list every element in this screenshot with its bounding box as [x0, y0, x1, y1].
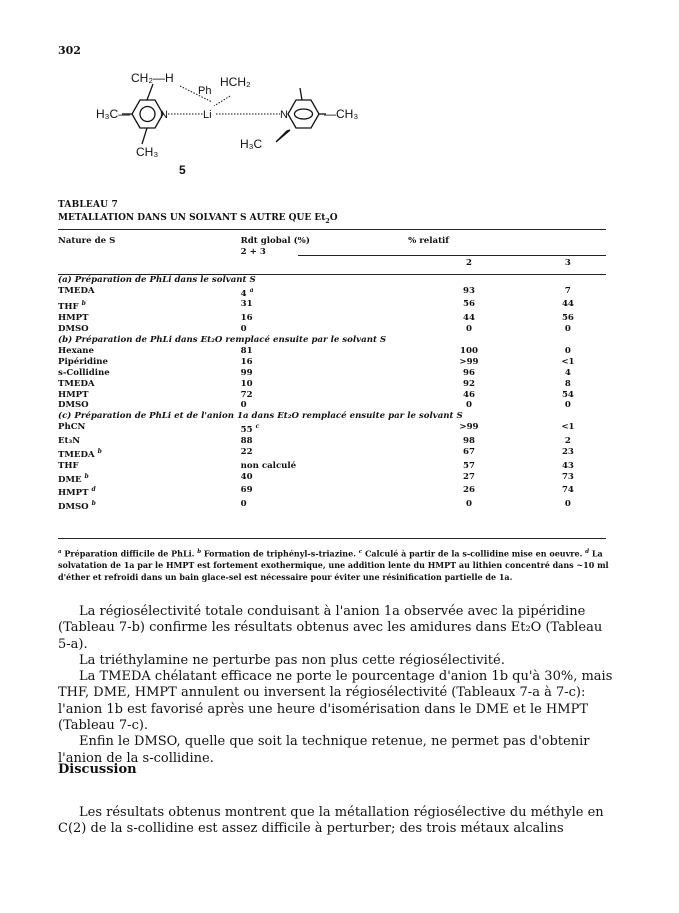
right-pyridine-ring: [288, 100, 319, 128]
section-heading: Discussion: [58, 762, 137, 777]
percent-2-cell: 67: [462, 446, 475, 457]
table-row: [58, 447, 606, 461]
n-right-label: N: [280, 109, 288, 121]
percent-3-cell: 7: [564, 285, 571, 296]
footnote-c: Calculé à partir de la s-collidine mise en oeuvre.: [362, 548, 586, 559]
yield-cell: 16: [240, 356, 253, 367]
table-row: [58, 461, 606, 472]
solvent-cell: PhCN: [58, 422, 86, 433]
solvent-cell: DMSO $^b$: [58, 500, 96, 512]
ph-label: Ph: [198, 85, 212, 97]
percent-3-cell: 54: [561, 389, 574, 400]
yield-cell: 10: [240, 378, 253, 389]
solvent-cell: Pipéridine: [58, 356, 108, 367]
section-title: (b) Préparation de PhLi dans Et₂O remplacé ensuite par le solvant S: [58, 334, 387, 345]
percent-3-cell: 73: [561, 471, 574, 482]
solvent-cell: HMPT $^d$: [58, 486, 96, 499]
solvent-cell: THF $^b$: [58, 300, 86, 313]
n-left-label: N: [160, 109, 168, 121]
structure-5-diagram: [96, 68, 360, 178]
solvent-cell: THF: [58, 460, 79, 471]
percent-3-cell: <1: [561, 356, 575, 367]
percent-2-cell: 96: [462, 367, 475, 378]
section-title: (a) Préparation de PhLi dans le solvant S: [58, 274, 256, 285]
percent-3-cell: 44: [561, 299, 574, 310]
solvent-cell: Hexane: [58, 345, 94, 356]
table-row: [58, 313, 606, 324]
yield-cell: 40: [240, 471, 253, 482]
yield-cell: 0: [240, 400, 247, 411]
percent-3-cell: <1: [561, 422, 575, 433]
table-row: [58, 390, 606, 401]
table-top-rule: [58, 229, 606, 230]
table-row: [58, 368, 606, 379]
percent-3-cell: 4: [564, 367, 571, 378]
table-row: [58, 379, 606, 390]
yield-cell: 31: [240, 299, 253, 310]
footnote-b: Formation de triphényl-s-triazine.: [201, 548, 359, 559]
header-col-2: 2: [465, 257, 472, 268]
percent-2-cell: 100: [459, 345, 478, 356]
solvent-cell: TMEDA: [58, 285, 95, 296]
footnote-a: Préparation difficile de PhLi.: [61, 548, 198, 559]
page-number: 302: [58, 44, 81, 57]
table-row: [58, 499, 606, 513]
ch3-right-label: —CH₃: [324, 107, 359, 121]
yield-cell: 22: [240, 446, 253, 457]
h3c-left-label: H₃C—: [96, 107, 131, 121]
paragraph-1: La régiosélectivité totale conduisant à l'anion 1a observée avec la pipéridine (Tableau 7-b) confirme les résultats obtenus avec les amidures dans Et₂O (Tableau 5-a).: [58, 604, 603, 652]
ch2h-label: CH₂—H: [131, 71, 174, 85]
solvent-cell: DMSO: [58, 324, 89, 335]
ch3-bottom-label: CH₃: [136, 145, 159, 159]
percent-2-cell: >99: [459, 356, 479, 367]
h3c-bottom-label: H₃C: [240, 137, 263, 151]
solvent-cell: DMSO: [58, 400, 89, 411]
yield-cell: 4 $^a$: [240, 286, 254, 299]
yield-cell: 0: [240, 324, 247, 335]
percent-3-cell: 0: [564, 345, 571, 356]
percent-2-cell: 0: [465, 499, 472, 510]
li-label: Li: [203, 109, 212, 121]
left-pyridine-ring: [132, 100, 163, 128]
header-rdt: Rdt global (%): [240, 236, 310, 246]
header-rdt-sum: 2 + 3: [240, 246, 266, 257]
percent-3-cell: 56: [561, 313, 574, 324]
percent-2-cell: 0: [465, 324, 472, 335]
hch2-label: HCH₂: [220, 75, 251, 89]
percent-3-cell: 0: [564, 324, 571, 335]
percent-2-cell: 26: [462, 485, 475, 496]
compound-number: 5: [179, 163, 186, 177]
table-row: [58, 422, 606, 436]
metallation-table: [58, 236, 606, 513]
body-paragraphs: [58, 604, 618, 767]
header-nature: Nature de S: [58, 236, 116, 246]
percent-2-cell: 56: [462, 299, 475, 310]
header-relatif: % relatif: [408, 236, 449, 246]
percent-2-cell: 27: [462, 471, 475, 482]
yield-cell: 99: [240, 367, 253, 378]
percent-3-cell: 74: [561, 485, 574, 496]
table-title: TABLEAU 7: [58, 200, 119, 210]
yield-cell: 55 $^c$: [240, 423, 260, 436]
table-row: [58, 485, 606, 499]
paragraph-2: La triéthylamine ne perturbe pas non plus cette régiosélectivité.: [79, 652, 505, 668]
table-row: [58, 400, 606, 411]
table-row: [58, 346, 606, 357]
section-title: (c) Préparation de PhLi et de l'anion 1a dans Et₂O remplacé ensuite par le solvant S: [58, 411, 463, 422]
table-row: [58, 324, 606, 335]
paragraph-5: Les résultats obtenus montrent que la métallation régiosélective du méthyle en C(2) de la s-collidine est assez difficile à perturber; des trois métaux alcalins: [58, 805, 604, 837]
percent-2-cell: 0: [465, 400, 472, 411]
percent-2-cell: 98: [462, 435, 475, 446]
solvent-cell: DME $^b$: [58, 472, 89, 485]
yield-cell: 16: [240, 313, 253, 324]
yield-cell: 88: [240, 435, 253, 446]
yield-cell: 69: [240, 485, 253, 496]
percent-3-cell: 2: [564, 435, 571, 446]
percent-3-cell: 8: [564, 378, 571, 389]
solvent-cell: Et₃N: [58, 435, 81, 446]
percent-2-cell: 92: [462, 378, 475, 389]
table-row: [58, 286, 606, 300]
percent-3-cell: 0: [564, 499, 571, 510]
table-footnotes: $^a$ Préparation difficile de PhLi. $^b$ Formation de triphényl-s-triazine. $^c$ Calculé à partir de la s-collidine mise en oeuvre. $^d$ La solvatation de 1a par le HMPT est fortement exothermique, une addition lente du HMPT au lithien concentré dans ~10 ml d'éther et refroidi dans un bain glace-sel est nécessaire pour éviter une résinification partielle de 1a.: [58, 548, 609, 582]
table-subtitle: METALLATION DANS UN SOLVANT S AUTRE QUE $Et_2O$: [58, 213, 338, 225]
percent-2-cell: 46: [462, 389, 475, 400]
yield-cell: non calculé: [240, 460, 297, 471]
footnote-d: La solvatation de 1a par le HMPT est fortement exothermique, une addition lente du HMPT au lithien concentré dans ~10 ml d'éther et refroidi dans un bain glace-sel est nécessaire pour éviter une résinification partielle de 1a.: [58, 548, 609, 582]
solvent-cell: HMPT: [58, 313, 89, 324]
yield-cell: 81: [240, 345, 253, 356]
solvent-cell: TMEDA $^b$: [58, 447, 102, 460]
solvent-cell: HMPT: [58, 389, 89, 400]
table-row: [58, 299, 606, 313]
table-row: [58, 472, 606, 486]
solvent-cell: TMEDA: [58, 378, 95, 389]
paragraph-3: La TMEDA chélatant efficace ne porte le pourcentage d'anion 1b qu'à 30%, mais THF, DME, HMPT annulent ou inversent la régiosélectivité (Tableaux 7-a à 7-c): l'anion 1b est favorisé après une heure d'isomérisation dans le DME et le HMPT (Tableau 7-c).: [58, 669, 613, 734]
percent-3-cell: 43: [561, 460, 574, 471]
solvent-cell: s-Collidine: [58, 367, 110, 378]
header-col-3: 3: [564, 257, 571, 268]
percent-2-cell: 93: [462, 285, 475, 296]
yield-cell: 72: [240, 389, 253, 400]
percent-2-cell: 44: [462, 313, 475, 324]
percent-2-cell: >99: [459, 422, 479, 433]
paragraph-4: Enfin le DMSO, quelle que soit la technique retenue, ne permet pas d'obtenir l'anion de la s-collidine.: [58, 734, 590, 766]
table-row: [58, 357, 606, 368]
table-row: [58, 436, 606, 447]
discussion-text: [58, 805, 618, 838]
table-bottom-rule: [58, 538, 606, 539]
percent-2-cell: 57: [462, 460, 475, 471]
percent-3-cell: 23: [561, 446, 574, 457]
yield-cell: 0: [240, 499, 247, 510]
percent-3-cell: 0: [564, 400, 571, 411]
